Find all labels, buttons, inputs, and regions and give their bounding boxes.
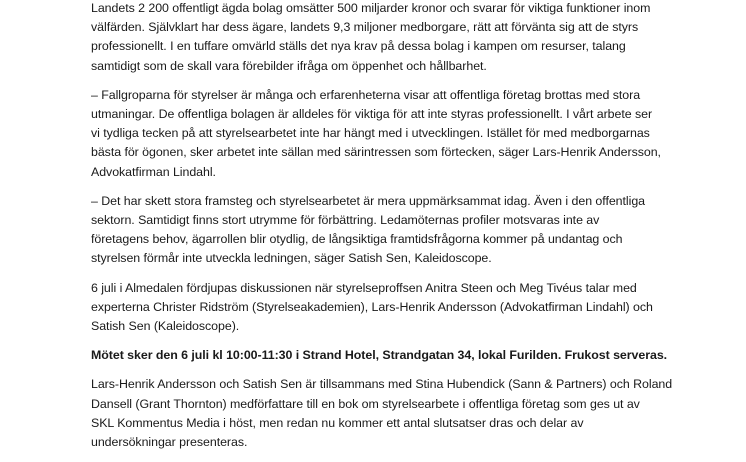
paragraph-book: Lars-Henrik Andersson och Satish Sen är tillsammans med Stina Hubendick (Sann & Partners) och Roland Dansell (Grant Thornton) medförfattare till en bok om styrelsearbete i offentliga företag som ges ut av SKL Kommentus Media i höst, men redan nu kommer ett antal slutsatser dras och delar av undersökningar presenteras. xyxy=(91,377,673,450)
paragraph-quote-andersson: – Fallgroparna för styrelser är många och erfarenheterna visar att offentliga företag brottas med stora utmaningar. De offentliga bolagen är alldeles för viktiga för att inte styras professionellt. I vårt arbete ser vi tydliga tecken på att styrelsearbetet inte har hängt med i utvecklingen. Istället för med medborgarnas bästa för ögonen, sker arbetet inte sällan med särintressen som förtecken, säger Lars-Henrik Andersson, Advokatfirman Lindahl. xyxy=(91,87,661,179)
paragraph-intro: Landets 2 200 offentligt ägda bolag omsätter 500 miljarder kronor och svarar för viktiga funktioner inom välfärden. Självklart har dess ägare, landets 9,3 miljoner medborgare, rätt att förvänta sig att de styrs professionellt. I en tuffare omvärld ställs det nya krav på dessa bolag i kampen om resurser, talang samtidigt som de skall vara förebilder ifråga om öppenhet och hållbarhet. xyxy=(91,1,651,73)
document-body xyxy=(91,0,711,462)
paragraph-meeting-info: Mötet sker den 6 juli kl 10:00-11:30 i Strand Hotel, Strandgatan 34, lokal Furilden. Frukost serveras. xyxy=(91,348,668,363)
paragraph-almedalen: 6 juli i Almedalen fördjupas diskussionen när styrelseproffsen Anitra Steen och Meg Tivéus talar med experterna Christer Ridström (Styrelseakademien), Lars-Henrik Andersson (Advokatfirman Lindahl) och Satish Sen (Kaleidoscope). xyxy=(91,280,653,334)
paragraph-quote-sen: – Det har skett stora framsteg och styrelsearbetet är mera uppmärksammat idag. Även i den offentliga sektorn. Samtidigt finns stort utrymme för förbättring. Ledamöternas profiler motsvaras inte av företagens behov, ägarrollen blir otydlig, de långsiktiga framtidsfrågorna kommer på undantag och styrelsen förmår inte utveckla ledningen, säger Satish Sen, Kaleidoscope. xyxy=(91,193,645,266)
